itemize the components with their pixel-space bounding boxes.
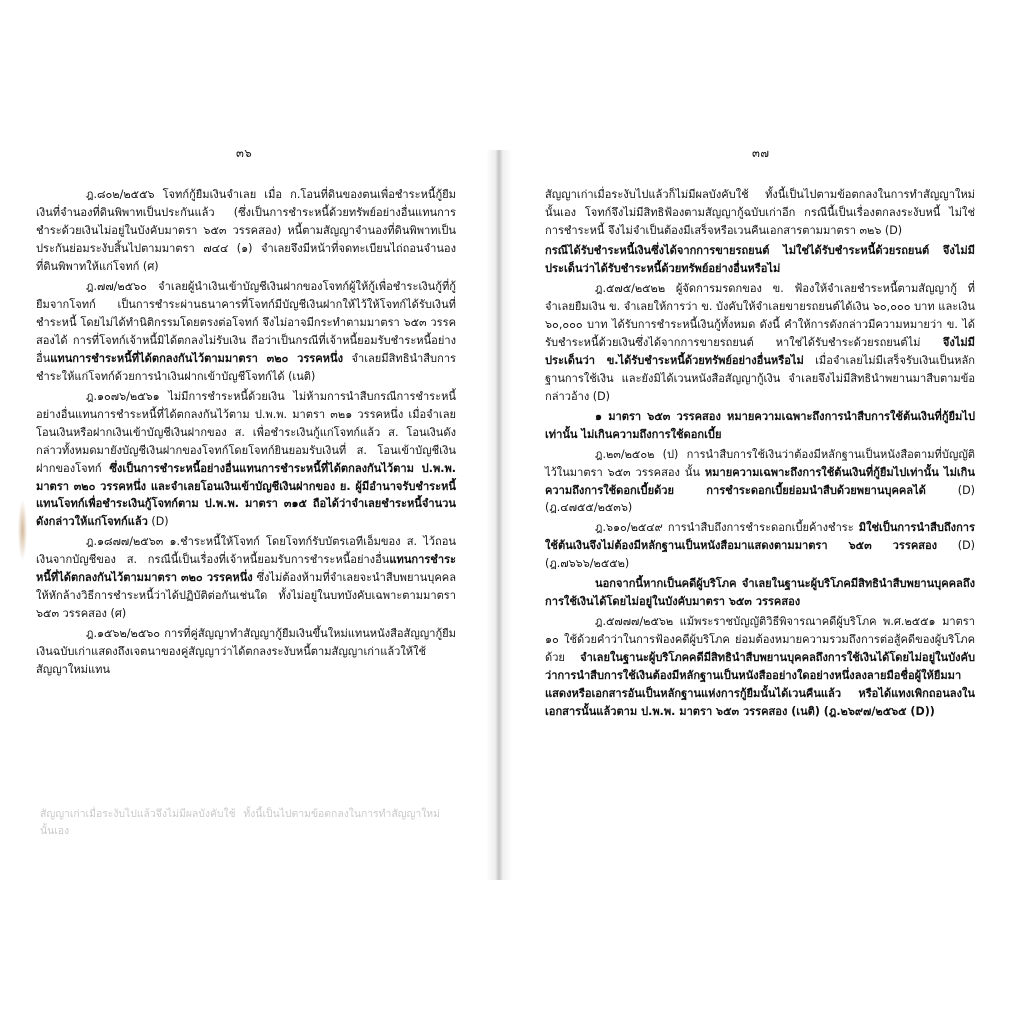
- emphasized-text-run: ซึ่งเป็นการชำระหนี้อย่างอื่นแทนการชำระหนี้ที่ได้ตกลงกันไว้ตาม ป.พ.พ. มาตรา ๓๒๐ วรรคหนึ่ง และจำเลยโอนเงินเข้าบัญชีเงินฝากของ ย. ผู้มีอำนาจรับชำระหนี้แทนโจทก์เพื่อชำระเงินกู้โจทก์ตาม ป.พ.พ. มาตรา ๓๑๕ ถือได้ว่าจำเลยชำระหนี้จำนวนดังกล่าวให้แก่โจทก์แล้ว: [36, 461, 456, 529]
- paragraph: [545, 242, 975, 278]
- emphasized-text-run: กรณีได้รับชำระหนี้เงินซึ่งได้จากการขายรถยนต์ ไม่ใช่ได้รับชำระหนี้ด้วยรถยนต์ จึงไม่มีประเด็นว่าได้รับชำระหนี้ด้วยทรัพย์อย่างอื่นหรือไม่: [545, 243, 975, 275]
- text-run: ฎ.๕๗๕/๒๕๒๒ ผู้จัดการมรดกของ ข. ฟ้องให้จำเลยชำระหนี้ตามสัญญากู้ ที่จำเลยยืมเงิน ข. จำเลยให้การว่า ข. บังคับให้จำเลยขายรถยนต์ได้เงิน ๖๐,๐๐๐ บาท และเงิน ๖๐,๐๐๐ บาท ได้รับการชำระหนี้เงินกู้ทั้งหมด ดังนี้ คำให้การดังกล่าวมีความหมายว่า ข. ได้รับชำระหนี้ด้วยเงินซึ่งได้จากการขายรถยนต์ หาใช่ได้รับชำระด้วยรถยนต์ไม่: [545, 281, 975, 349]
- text-run: เมื่อจำเลยไม่มีเสร็จรับเงินเป็นหลักฐานการใช้เงิน และยังมิได้เวนหนังสือสัญญากู้เงิน จำเลยจึงไม่มีสิทธินำพยานมาสืบตามข้อกล่าวอ้าง (D): [545, 353, 975, 403]
- text-run: ฎ.๕๗๗๗/๒๕๖๒ แม้พระราชบัญญัติวิธีพิจารณาคดีผู้บริโภค พ.ศ.๒๕๕๑ มาตรา ๑๐ ใช้ด้วยคำว่าในการฟ้องคดีผู้บริโภค ย่อมต้องหมายความรวมถึงการต่อสู้คดีของผู้บริโภคด้วย: [545, 615, 975, 665]
- text-run: ฎ.๒๓/๒๕๐๒ (ป) การนำสืบการใช้เงินว่าต้องมีหลักฐานเป็นหนังสือตามที่บัญญัติไว้ในมาตรา ๖๕๓ วรรคสอง นั้น: [545, 447, 975, 479]
- emphasized-text-run: หมายความเฉพาะถึงการใช้ต้นเงินที่กู้ยืมไปเท่านั้น ไม่เกินความถึงการใช้ดอกเบี้ยด้วย การชำระดอกเบี้ยย่อมนำสืบด้วยพยานบุคคลได้: [545, 465, 975, 497]
- text-run: (D) (ฎ.๔๗๕๕/๒๕๓๖): [545, 483, 975, 515]
- paragraph: [545, 446, 975, 518]
- text-run: ฎ.๑๕๖๒/๒๕๖๐ การที่คู่สัญญาทำสัญญากู้ยืมเงินขึ้นใหม่แทนหนังสือสัญญากู้ยืมเงินฉบับเก่าแสดงถึงเจตนาของคู่สัญญาว่าได้ตกลงระงับหนี้ตามสัญญาเก่าแล้วให้ใช้สัญญาใหม่แทน: [36, 627, 456, 677]
- paragraph: [36, 388, 456, 532]
- page-edge-shadow: [18, 500, 27, 560]
- text-run: ฎ.๑๘๗๗/๒๕๖๓ ๑.ชำระหนี้ให้โจทก์ โดยโจทก์รับบัตรเอทีเอ็มของ ส. ไว้ถอนเงินจากบัญชีของ ส. กรณีนี้เป็นเรื่องที่เจ้าหนี้ยอมรับการชำระหนี้อย่างอื่น: [36, 535, 456, 567]
- page-number-right: ๓๗: [752, 146, 770, 160]
- text-run: ฎ.๖๑๐/๒๕๔๙ การนำสืบถึงการชำระดอกเบี้ยค้างชำระ: [595, 521, 859, 535]
- paragraph: [36, 625, 456, 679]
- emphasized-text-run: แทนการชำระหนี้ที่ได้ตกลงกันไว้ตามมาตรา ๓๒๐ วรรคหนึ่ง: [50, 351, 343, 365]
- paragraph: [545, 280, 975, 406]
- paragraph: [36, 533, 456, 623]
- right-page-text-column: [545, 186, 975, 723]
- paragraph: [545, 186, 975, 240]
- paragraph: [545, 519, 975, 573]
- book-gutter: [486, 150, 512, 880]
- paragraph: [545, 408, 975, 444]
- text-run: (D): [147, 515, 169, 529]
- emphasized-text-run: นอกจากนี้หากเป็นคดีผู้บริโภค จำเลยในฐานะผู้บริโภคมีสิทธินำสืบพยานบุคคลถึงการใช้เงินได้โดยไม่อยู่ในบังคับมาตรา ๖๕๓ วรรคสอง: [545, 577, 975, 609]
- text-run: ซึ่งไม่ต้องห้ามที่จำเลยจะนำสืบพยานบุคคลให้หักล้างวิธีการชำระหนี้ว่าได้ปฏิบัติต่อกันเช่นใด ทั้งไม่อยู่ในบทบังคับเฉพาะตามมาตรา ๖๕๓ วรรคสอง (ศ): [36, 571, 456, 621]
- paragraph: [36, 186, 456, 276]
- text-run: ฎ.๘๐๒/๒๕๕๖ โจทก์กู้ยืมเงินจำเลย เมื่อ ก.โอนที่ดินของตนเพื่อชำระหนี้กู้ยืมเงินที่จำนองที่ดินพิพาทเป็นประกันแล้ว (ซึ่งเป็นการชำระหนี้ด้วยทรัพย์อย่างอื่นแทนการชำระด้วยเงินไม่อยู่ในบังคับมาตรา ๖๕๓ วรรคสอง) หนี้ตามสัญญาจำนองที่ดินพิพาทเป็นประกันย่อมระงับสิ้นไปตามมาตรา ๗๔๔ (๑) จำเลยจึงมีหน้าที่จดทะเบียนไถ่ถอนจำนองที่ดินพิพาทให้แก่โจทก์ (ศ): [36, 188, 456, 273]
- text-run: ฎ.๑๐๗๖/๒๕๖๑ ไม่มีการชำระหนี้ด้วยเงิน ไม่ห้ามการนำสืบกรณีการชำระหนี้อย่างอื่นแทนการชำระหนี้ที่ได้ตกลงกันไว้ตาม ป.พ.พ. มาตรา ๓๒๑ วรรคหนึ่ง เมื่อจำเลยโอนเงินหรือฝากเงินเข้าบัญชีเงินฝากของ ส. เพื่อชำระเงินกู้แก่โจทก์แล้ว ส. โอนเงินดังกล่าวทั้งหมดมายังบัญชีเงินฝากของโจทก์โดยโจทก์ยินยอมรับเงินที่ ส. โอนเข้าบัญชีเงินฝากของโจทก์: [36, 389, 456, 475]
- page-number-left: ๓๖: [236, 146, 253, 160]
- left-page-text-column: [36, 186, 456, 681]
- paragraph: [545, 613, 975, 721]
- text-run: (D) (ฎ.๗๖๖๖/๒๕๕๒): [545, 539, 975, 571]
- paragraph: [36, 278, 456, 386]
- text-run: จำเลยมีสิทธินำสืบการชำระให้แก่โจทก์ด้วยการนำเงินฝากเข้าบัญชีโจทก์ได้ (เนติ): [36, 351, 457, 383]
- text-run: สัญญาเก่าเมื่อระงับไปแล้วก็ไม่มีผลบังคับใช้ ทั้งนี้เป็นไปตามข้อตกลงในการทำสัญญาใหม่นั้นเอง โจทก์จึงไม่มีสิทธิฟ้องตามสัญญากู้ฉบับเก่าอีก กรณีนี้เป็นเรื่องตกลงระงับหนี้ ไม่ใช่การชำระหนี้ จึงไม่จำเป็นต้องมีเสร็จหรือเวนคืนเอกสารตามมาตรา ๓๒๖ (D): [545, 188, 975, 237]
- emphasized-text-run: มิใช่เป็นการนำสืบถึงการใช้ต้นเงินจึงไม่ต้องมีหลักฐานเป็นหนังสือมาแสดงตามมาตรา ๖๕๓ วรรคสอง: [545, 521, 975, 553]
- emphasized-text-run: ๑ มาตรา ๖๕๓ วรรคสอง หมายความเฉพาะถึงการนำสืบการใช้ต้นเงินที่กู้ยืมไปเท่านั้น ไม่เกินความถึงการใช้ดอกเบี้ย: [545, 409, 975, 441]
- text-run: ฎ.๗๗/๒๕๖๐ จำเลยผู้นำเงินเข้าบัญชีเงินฝากของโจทก์ผู้ให้กู้เพื่อชำระเงินกู้ที่กู้ยืมจากโจทก์ เป็นการชำระผ่านธนาคารที่โจทก์มีบัญชีเงินฝากให้ไว้ให้โจทก์ได้รับเงินที่ชำระหนี้ โดยไม่ได้ทำนิติกรรมโดยตรงต่อโจทก์ จึงไม่อาจมีกระทำตามมาตรา ๖๕๓ วรรคสองได้ การที่โจทก์เจ้าหนี้มิได้ตกลงไม่รับเงิน ถือว่าเป็นกรณีที่เจ้าหนี้ยอมรับชำระหนี้อย่างอื่น: [36, 279, 456, 365]
- emphasized-text-run: จำเลยในฐานะผู้บริโภคคดีมีสิทธินำสืบพยานบุคคลถึงการใช้เงินได้โดยไม่อยู่ในบังคับว่าการนำสืบการใช้เงินต้องมีหลักฐานเป็นหนังสืออย่างใดอย่างหนึ่งลงลายมือชื่อผู้ให้ยืมมาแสดงหรือเอกสารอันเป็นหลักฐานแห่งการกู้ยืมนั้นได้เวนคืนแล้ว หรือได้แทงเพิกถอนลงในเอกสารนั้นแล้วตาม ป.พ.พ. มาตรา ๖๕๓ วรรคสอง (เนติ) (ฎ.๒๖๙๗/๒๕๖๕ (D)): [545, 651, 975, 719]
- emphasized-text-run: จึงไม่มีประเด็นว่า ข.ได้รับชำระหนี้ด้วยทรัพย์อย่างอื่นหรือไม่: [545, 335, 975, 367]
- faded-show-through-text: สัญญาเก่าเมื่อระงับไปแล้วจึงไม่มีผลบังคับใช้ ทั้งนี้เป็นไปตามข้อตกลงในการทำสัญญาใหม่นั้นเอง: [40, 808, 440, 837]
- emphasized-text-run: แทนการชำระหนี้ที่ได้ตกลงกันไว้ตามมาตรา ๓๒๐ วรรคหนึ่ง: [36, 553, 456, 585]
- paragraph: [545, 575, 975, 611]
